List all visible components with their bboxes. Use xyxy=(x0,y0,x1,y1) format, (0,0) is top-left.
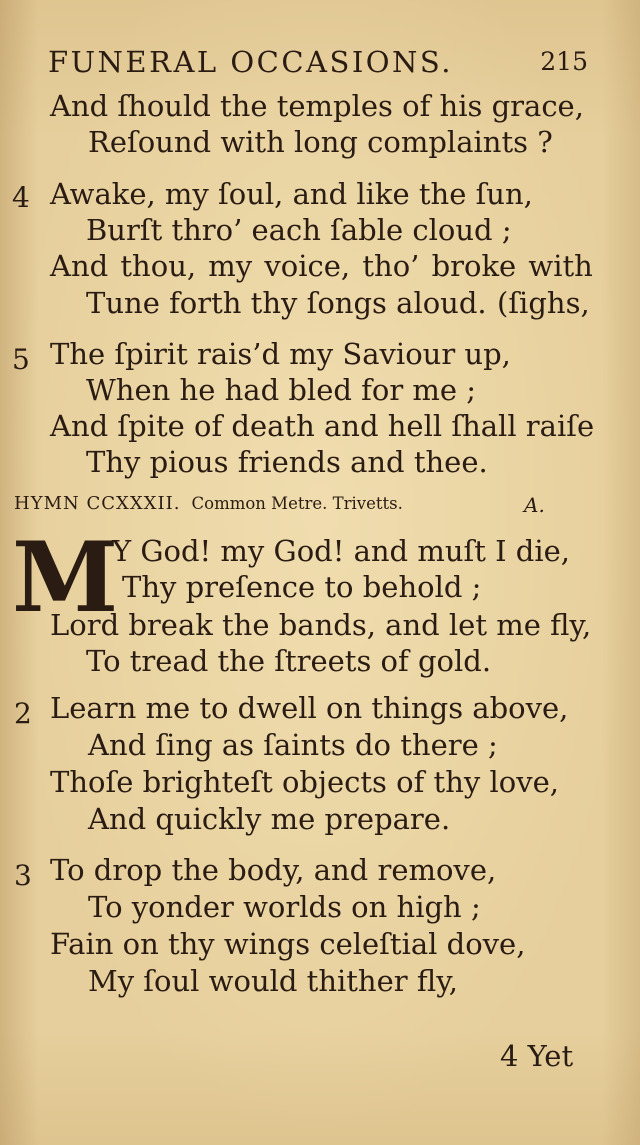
verse-line: And ſing as ſaints do there ; xyxy=(88,728,498,762)
verse-line: Y God! my God! and muſt I die, xyxy=(112,534,571,568)
verse-line: The ſpirit rais’d my Saviour up, xyxy=(50,337,511,371)
verse-line: Reſound with long complaints ? xyxy=(88,125,553,159)
verse-line: Thy pious friends and thee. xyxy=(86,445,488,479)
verse-line: When he had bled for me ; xyxy=(86,373,477,407)
verse-line: Thy preſence to behold ; xyxy=(122,570,482,604)
verse-line: Thoſe brighteſt objects of thy love, xyxy=(50,765,559,799)
page-number: 215 xyxy=(540,47,588,76)
verse-line: And thou, my voice, tho’ broke with xyxy=(50,249,593,283)
hymn-heading xyxy=(14,493,614,523)
stanza-number: 3 xyxy=(14,859,32,892)
verse-line: Learn me to dwell on things above, xyxy=(50,691,569,725)
stanza-number: 4 xyxy=(12,181,30,214)
hymn-number: HYMN CCXXXII. xyxy=(14,493,181,514)
verse-line: Fain on thy wings celeſtial dove, xyxy=(50,927,526,961)
verse-line: And ſpite of death and hell ſhall raiſe xyxy=(50,409,595,443)
verse-line: And quickly me prepare. xyxy=(88,802,451,836)
catchword: 4 Yet xyxy=(500,1039,574,1073)
hymn-key: A. xyxy=(524,493,545,517)
page-header xyxy=(48,42,588,82)
verse-line: Tune forth thy ſongs aloud. xyxy=(86,286,487,320)
turnover-word: (ſighs, xyxy=(497,286,590,320)
verse-line: To tread the ſtreets of gold. xyxy=(86,644,492,678)
verse-line: And ſhould the temples of his grace, xyxy=(50,89,584,123)
stanza-number: 5 xyxy=(12,343,30,376)
verse-line: Lord break the bands, and let me fly, xyxy=(50,608,592,642)
drop-cap: M xyxy=(12,521,117,634)
stanza-number: 2 xyxy=(14,697,32,730)
verse-line: Burſt thro’ each ſable cloud ; xyxy=(86,213,512,247)
running-title: FUNERAL OCCASIONS. xyxy=(48,45,453,79)
verse-line: To drop the body, and remove, xyxy=(50,853,497,887)
verse-line: To yonder worlds on high ; xyxy=(88,890,481,924)
verse-line: My ſoul would thither fly, xyxy=(88,964,458,998)
hymn-metre: Common Metre. Trivetts. xyxy=(191,494,403,513)
verse-line: Awake, my ſoul, and like the ſun, xyxy=(50,177,533,211)
